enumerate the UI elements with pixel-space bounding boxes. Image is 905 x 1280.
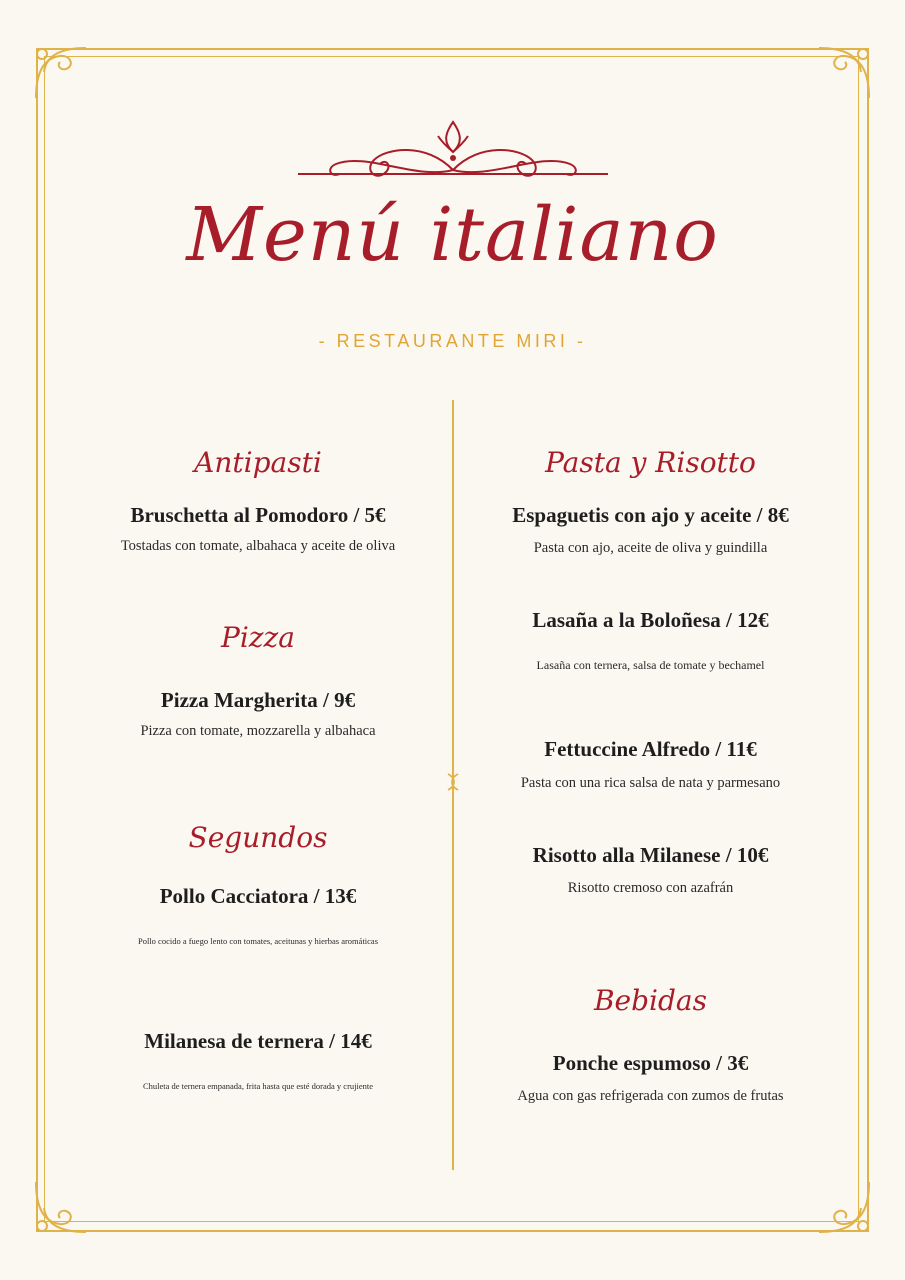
dish-description: Pizza con tomate, mozzarella y albahaca: [140, 723, 376, 739]
dish-name: Lasaña a la Boloñesa / 12€: [532, 608, 769, 632]
section-heading-pasta-risotto: Pasta y Risotto: [545, 446, 756, 479]
dish-name: Bruschetta al Pomodoro / 5€: [130, 503, 386, 527]
section-heading-antipasti: Antipasti: [194, 446, 322, 479]
right-column: [478, 0, 823, 1280]
restaurant-name: - RESTAURANTE MIRI -: [318, 331, 587, 351]
dish-name: Milanesa de ternera / 14€: [144, 1029, 372, 1053]
dish-description: Pasta con una rica salsa de nata y parmesano: [520, 775, 781, 791]
dish-description: Lasaña con ternera, salsa de tomate y bechamel: [536, 658, 765, 672]
dish-description: Tostadas con tomate, albahaca y aceite de oliva: [120, 538, 396, 554]
section-heading-segundos: Segundos: [188, 821, 328, 854]
dish-description: Pasta con ajo, aceite de oliva y guindilla: [533, 540, 768, 556]
corner-ornament-icon: [30, 42, 92, 104]
left-column: [90, 0, 426, 1280]
section-heading-bebidas: Bebidas: [593, 984, 707, 1017]
dish-description: Chuleta de ternera empanada, frita hasta que esté dorada y crujiente: [142, 1081, 374, 1091]
dish-description: Risotto cremoso con azafrán: [567, 880, 734, 896]
corner-ornament-icon: [30, 1176, 92, 1238]
divider-ornament-icon: [446, 772, 460, 792]
dish-name: Pollo Cacciatora / 13€: [159, 884, 357, 908]
dish-name: Risotto alla Milanese / 10€: [532, 843, 769, 867]
dish-name: Espaguetis con ajo y aceite / 8€: [512, 503, 789, 527]
dish-description: Agua con gas refrigerada con zumos de frutas: [517, 1088, 784, 1104]
section-heading-pizza: Pizza: [221, 621, 295, 654]
dish-name: Pizza Margherita / 9€: [160, 688, 356, 712]
dish-name: Fettuccine Alfredo / 11€: [544, 737, 757, 761]
menu-title: Menú italiano: [186, 192, 719, 278]
dish-name: Ponche espumoso / 3€: [552, 1051, 749, 1075]
dish-description: Pollo cocido a fuego lento con tomates, aceitunas y hierbas aromáticas: [137, 936, 379, 946]
